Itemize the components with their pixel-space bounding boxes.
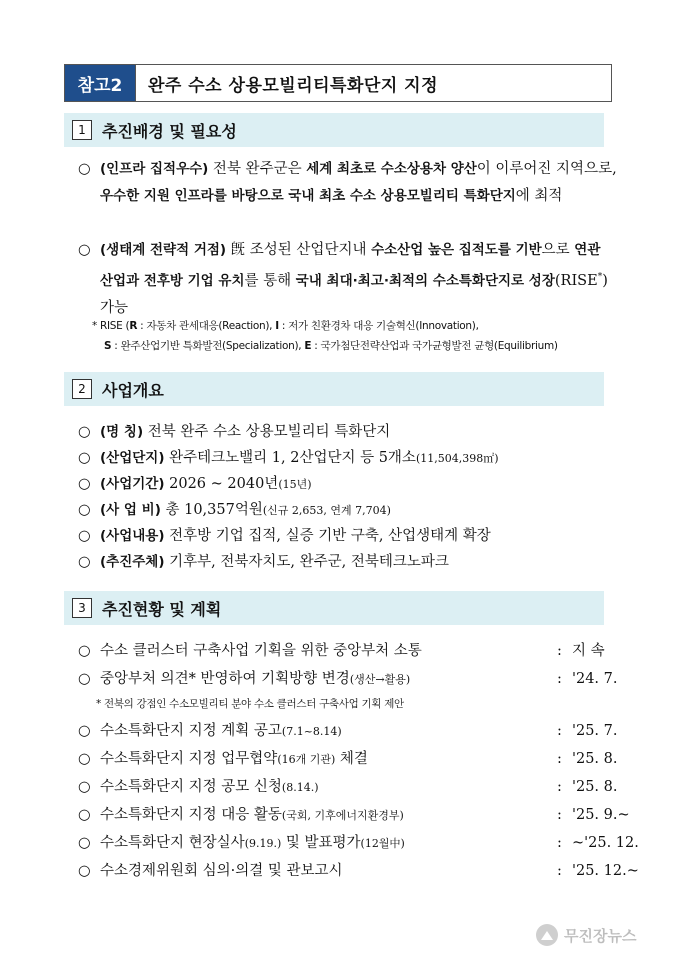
overview-item xyxy=(78,471,618,497)
bullet: ○ xyxy=(78,242,91,258)
status-row xyxy=(78,774,618,800)
note-letter: R xyxy=(129,320,138,332)
text: 를 통해 xyxy=(244,272,296,289)
status-date: '25. 7. xyxy=(572,723,618,739)
overview-label: (사업내용) xyxy=(100,528,165,544)
note-text: : 저가 친환경차 대응 기술혁신(Innovation), xyxy=(278,320,479,332)
status-detail: (9.19.) xyxy=(244,837,282,850)
status-date: '25. 8. xyxy=(572,751,618,767)
section-title: 추진현황 및 계획 xyxy=(102,599,222,619)
overview-label: (명 칭) xyxy=(100,424,144,440)
overview-value: 기후부, 전북자치도, 완주군, 전북테크노파크 xyxy=(164,554,449,570)
note-text: : 자동차 관세대응(Reaction), xyxy=(137,320,276,332)
status-text: 및 발표평가 xyxy=(281,835,361,851)
overview-item xyxy=(78,419,618,445)
colon: : xyxy=(557,779,562,795)
bullet: ○ xyxy=(78,502,91,518)
section-header-1 xyxy=(64,113,604,147)
note-text: * RISE ( xyxy=(92,320,130,332)
watermark-logo-icon xyxy=(536,924,558,946)
status-text: 수소특화단지 지정 공모 신청 xyxy=(100,779,282,795)
text: 에 최적 xyxy=(515,188,563,204)
note-text: : 국가첨단전략산업과 국가균형발전 균형(Equilibrium) xyxy=(311,340,558,352)
status-date: ~'25. 12. xyxy=(572,835,639,851)
status-date: '25. 9.~ xyxy=(572,807,630,823)
colon: : xyxy=(557,835,562,851)
bullet: ○ xyxy=(78,863,91,879)
section-title: 추진배경 및 필요성 xyxy=(102,121,237,141)
overview-detail: (신규 2,653, 연계 7,704) xyxy=(262,504,391,517)
section-header-2 xyxy=(64,372,604,406)
colon: : xyxy=(557,643,562,659)
status-date: '24. 7. xyxy=(572,671,618,687)
text: 전북 완주군은 xyxy=(208,161,307,177)
status-detail: (8.14.) xyxy=(281,781,319,794)
background-paragraph-2 xyxy=(78,237,618,322)
section-number: 3 xyxy=(72,598,92,618)
note-letter: I xyxy=(275,320,279,332)
lead-label: (생태계 전략적 거점) xyxy=(100,242,227,258)
colon: : xyxy=(557,807,562,823)
bullet: ○ xyxy=(78,450,91,466)
bullet: ○ xyxy=(78,723,91,739)
status-row xyxy=(78,666,618,692)
status-date: 지 속 xyxy=(572,643,605,659)
rise-note-2 xyxy=(104,336,624,356)
bullet: ○ xyxy=(78,554,91,570)
colon: : xyxy=(557,751,562,767)
note-letter: E xyxy=(304,340,312,352)
status-detail: (16개 기관) xyxy=(277,753,336,766)
status-row xyxy=(78,830,639,856)
text: 이 이루어진 지역으로, xyxy=(476,161,617,177)
emphasis: 연관 산업과 전후방 기업 유치 xyxy=(100,242,601,289)
status-date: '25. 12.~ xyxy=(572,863,639,879)
section-title: 사업개요 xyxy=(102,380,164,400)
overview-item xyxy=(78,497,618,523)
bullet: ○ xyxy=(78,751,91,767)
background-paragraph-1 xyxy=(78,156,618,210)
status-row xyxy=(78,858,639,884)
note-text: : 완주산업기반 특화발전(Specialization), xyxy=(111,340,305,352)
overview-item xyxy=(78,549,618,575)
bullet: ○ xyxy=(78,807,91,823)
status-detail: (12월中) xyxy=(360,837,405,850)
status-text: 체결 xyxy=(335,751,368,767)
status-row xyxy=(78,746,618,772)
text: ) 가능 xyxy=(100,272,608,316)
section-number: 2 xyxy=(72,379,92,399)
overview-detail: (11,504,398㎡) xyxy=(415,452,499,465)
overview-value: 완주테크노밸리 1, 2산업단지 등 5개소 xyxy=(164,450,416,466)
status-row xyxy=(78,638,618,664)
status-date: '25. 8. xyxy=(572,779,618,795)
overview-label: (산업단지) xyxy=(100,450,165,466)
overview-detail: (15년) xyxy=(278,478,312,491)
colon: : xyxy=(557,671,562,687)
colon: : xyxy=(557,723,562,739)
emphasis: 우수한 지원 인프라를 바탕으로 국내 최초 수소 상용모빌리티 특화단지 xyxy=(100,188,516,204)
bullet: ○ xyxy=(78,476,91,492)
bullet: ○ xyxy=(78,643,91,659)
bullet: ○ xyxy=(78,835,91,851)
status-row xyxy=(78,802,630,828)
emphasis: 국내 최대·최고·최적의 수소특화단지로 성장 xyxy=(295,272,555,289)
overview-value: 전후방 기업 집적, 실증 기반 구축, 산업생태계 확장 xyxy=(164,528,491,544)
text: (RISE xyxy=(554,272,598,289)
status-text: 수소특화단지 지정 대응 활동 xyxy=(100,807,282,823)
status-detail: (국회, 기후에너지환경부) xyxy=(281,809,404,822)
watermark xyxy=(536,920,674,950)
text: 旣 조성된 산업단지내 xyxy=(226,242,372,258)
overview-value: 2026 ~ 2040년 xyxy=(164,476,279,492)
bullet: ○ xyxy=(78,528,91,544)
title-tag: 참고2 xyxy=(65,65,135,101)
overview-item xyxy=(78,523,618,549)
title-bar xyxy=(64,64,612,102)
bullet: ○ xyxy=(78,161,91,177)
superscript: * xyxy=(597,272,603,282)
status-note: * 전북의 강점인 수소모빌리티 분야 수소 클러스터 구축사업 기획 제안 xyxy=(96,698,404,710)
status-detail: (7.1~8.14) xyxy=(281,725,342,738)
overview-label: (사업기간) xyxy=(100,476,165,492)
status-text: 수소 클러스터 구축사업 기획을 위한 중앙부처 소통 xyxy=(100,643,422,659)
page-title: 완주 수소 상용모빌리티특화단지 지정 xyxy=(135,65,611,101)
section-header-3 xyxy=(64,591,604,625)
overview-value: 총 10,357억원 xyxy=(160,502,263,518)
overview-item xyxy=(78,445,618,471)
colon: : xyxy=(557,863,562,879)
emphasis: 수소산업 높은 집적도를 기반 xyxy=(371,242,542,258)
note-letter: S xyxy=(104,340,112,352)
overview-label: (추진주체) xyxy=(100,554,165,570)
emphasis: 세계 최초로 수소상용차 양산 xyxy=(306,161,477,177)
overview-value: 전북 완주 수소 상용모빌리티 특화단지 xyxy=(143,424,391,440)
watermark-text: 무진장뉴스 xyxy=(564,926,637,945)
status-text: 수소경제위원회 심의·의결 및 관보고시 xyxy=(100,863,343,879)
bullet: ○ xyxy=(78,424,91,440)
status-text: 수소특화단지 지정 계획 공고 xyxy=(100,723,282,739)
status-detail: (생산→활용) xyxy=(349,673,411,686)
status-row xyxy=(78,718,618,744)
status-text: 수소특화단지 현장실사 xyxy=(100,835,245,851)
overview-label: (사 업 비) xyxy=(100,502,161,518)
lead-label: (인프라 집적우수) xyxy=(100,161,209,177)
status-text: 중앙부처 의견* 반영하여 기획방향 변경 xyxy=(100,671,350,687)
bullet: ○ xyxy=(78,779,91,795)
text: 으로 xyxy=(541,242,575,258)
bullet: ○ xyxy=(78,671,91,687)
status-text: 수소특화단지 지정 업무협약 xyxy=(100,751,278,767)
section-number: 1 xyxy=(72,120,92,140)
rise-note-1 xyxy=(92,316,612,336)
